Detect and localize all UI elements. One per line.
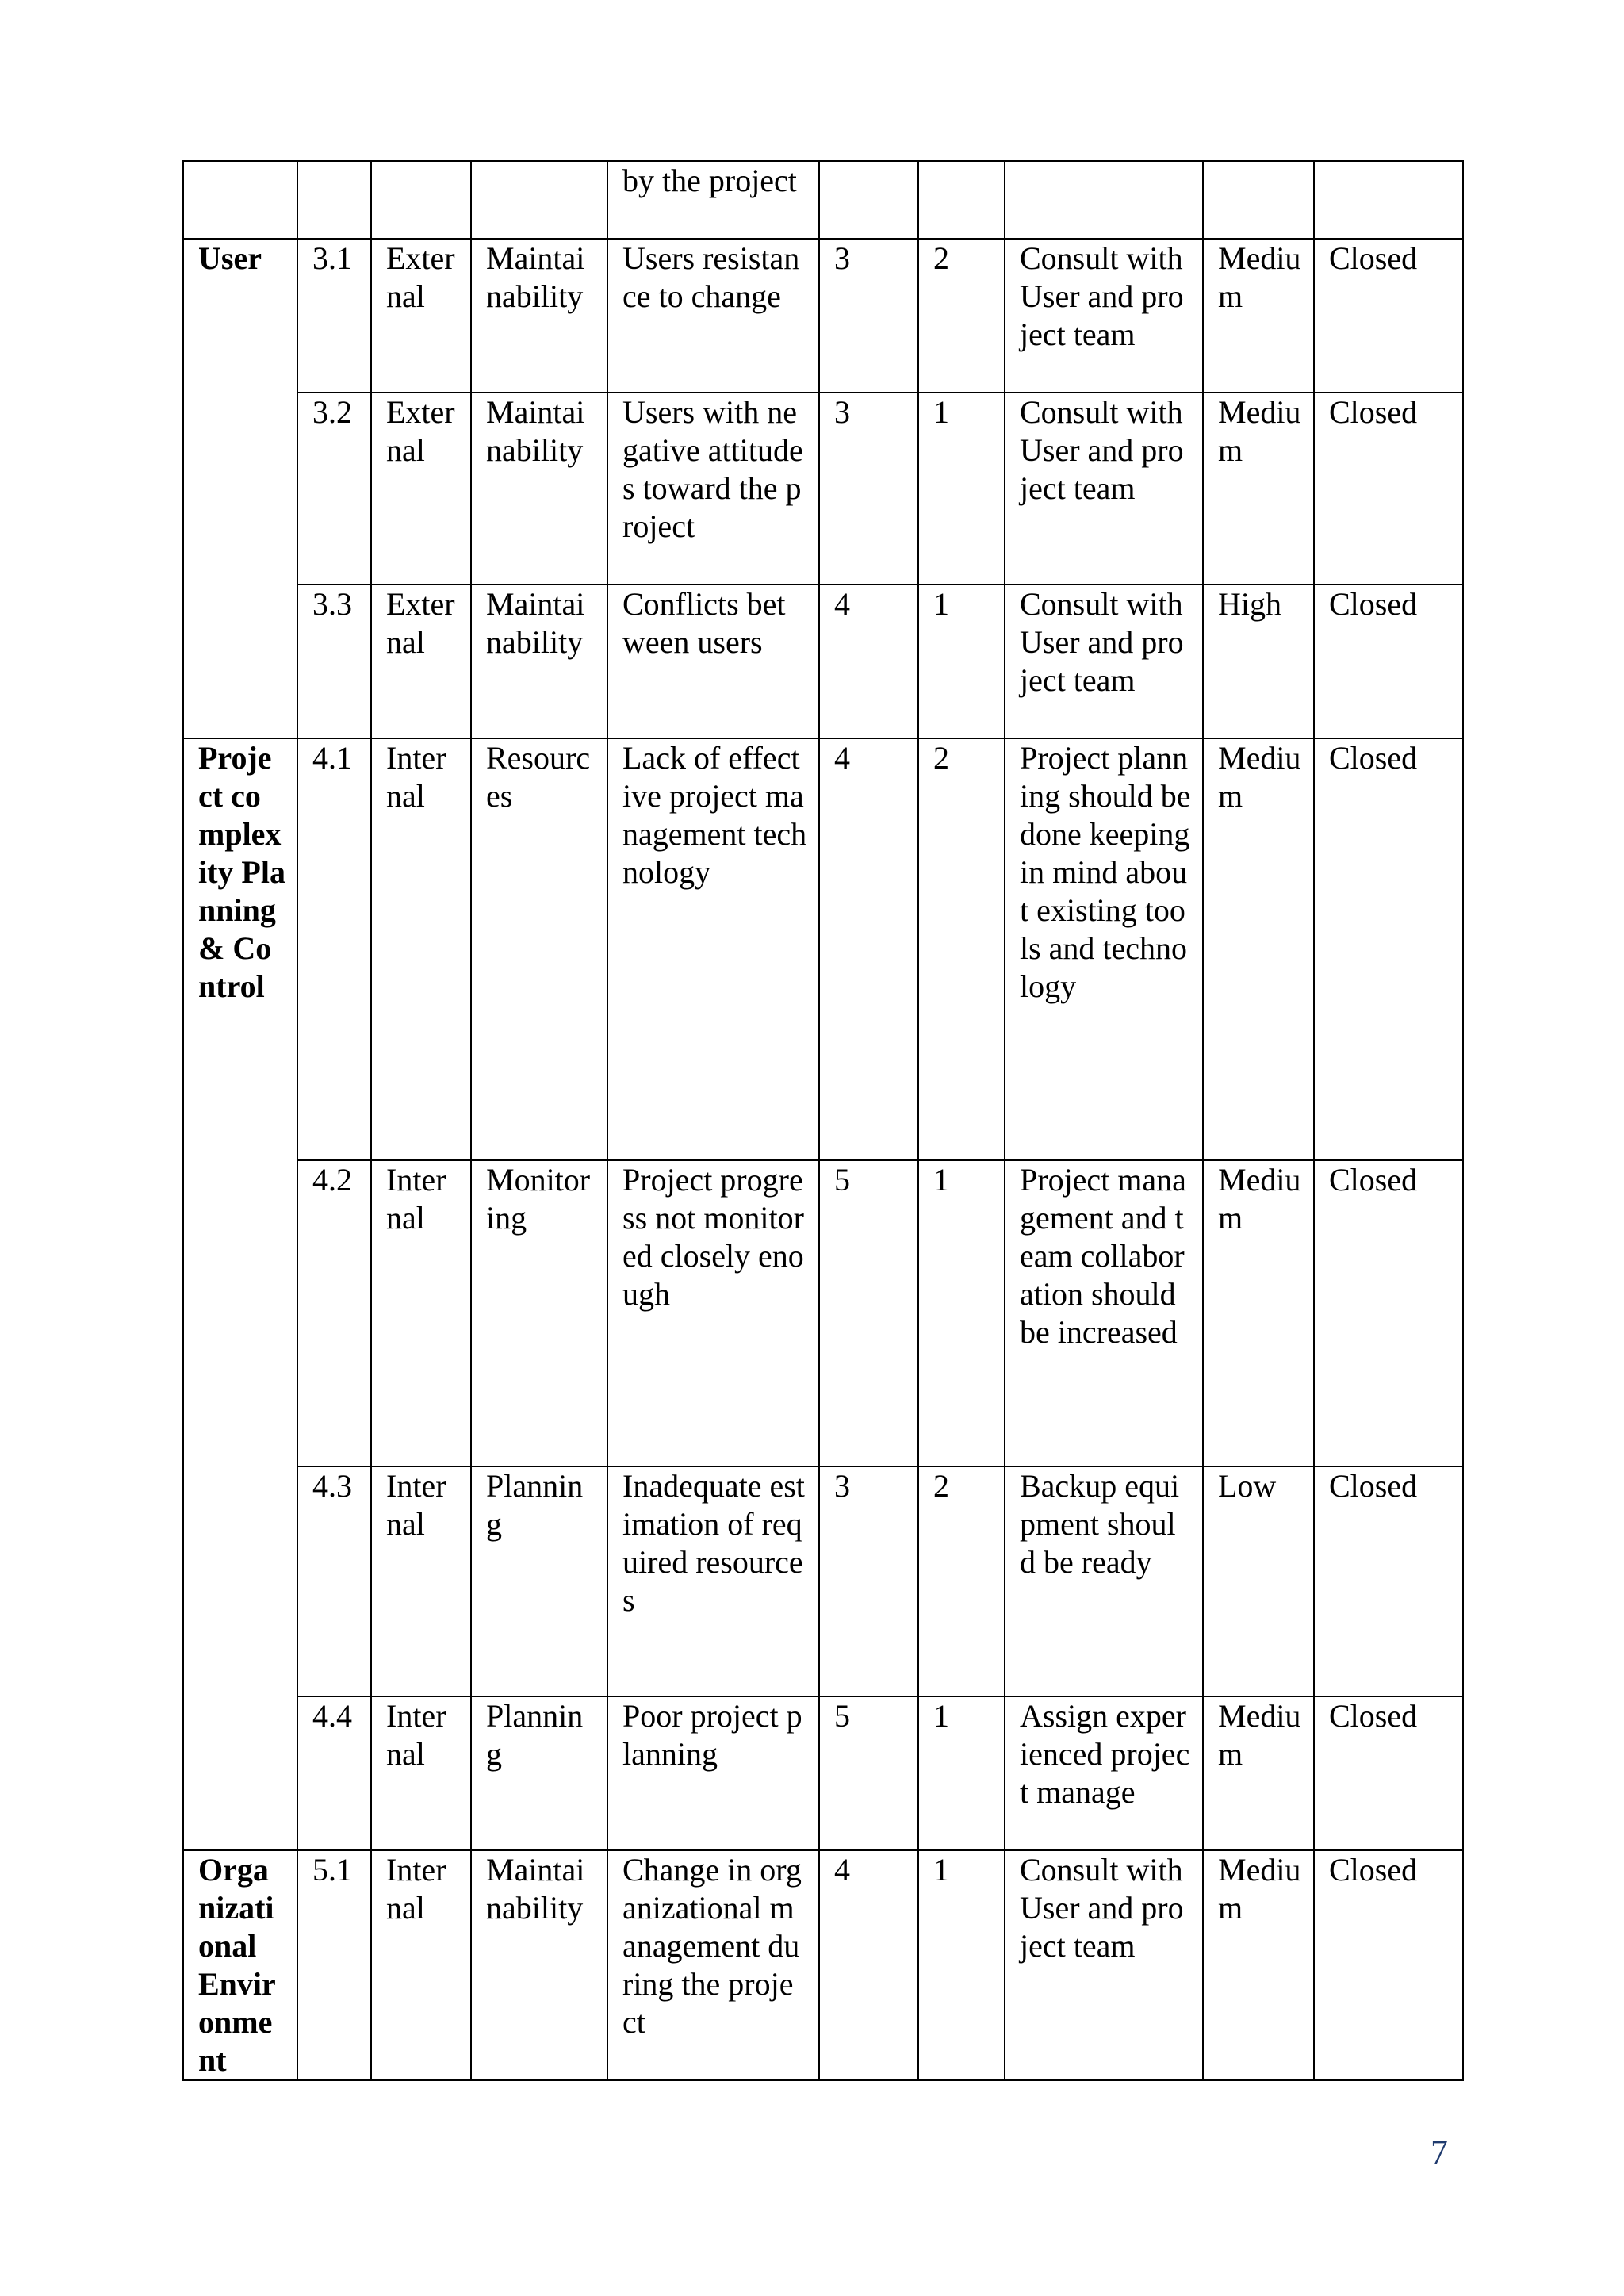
status-cell: Closed	[1314, 1696, 1463, 1850]
status-cell	[1314, 161, 1463, 239]
risk-id-cell: 3.2	[297, 393, 371, 585]
risk-level-cell: Medium	[1203, 393, 1314, 585]
risk-area-cell	[471, 161, 607, 239]
risk-description-cell: Conflicts between users	[607, 585, 819, 738]
table-row	[183, 738, 1463, 1160]
impact-cell: 1	[918, 585, 1005, 738]
risk-area-cell: Planning	[471, 1466, 607, 1696]
status-cell: Closed	[1314, 1466, 1463, 1696]
risk-id-cell: 4.1	[297, 738, 371, 1160]
risk-area-cell: Maintainability	[471, 393, 607, 585]
risk-description-cell: Lack of effective project management technology	[607, 738, 819, 1160]
risk-id-cell: 5.1	[297, 1850, 371, 2080]
risk-level-cell: Medium	[1203, 1160, 1314, 1466]
risk-level-cell	[1203, 161, 1314, 239]
category-cell: Organizational Environment	[183, 1850, 297, 2080]
probability-cell: 3	[819, 393, 918, 585]
table-row	[183, 1466, 1463, 1696]
category-cell: Project complexity Planning & Control	[183, 738, 297, 1850]
risk-id-cell: 4.2	[297, 1160, 371, 1466]
category-cell	[183, 161, 297, 239]
impact-cell: 2	[918, 1466, 1005, 1696]
risk-level-cell: Medium	[1203, 1696, 1314, 1850]
probability-cell: 5	[819, 1160, 918, 1466]
status-cell: Closed	[1314, 1160, 1463, 1466]
risk-description-cell: Users with negative attitudes toward the project	[607, 393, 819, 585]
mitigation-cell: Backup equipment should be ready	[1005, 1466, 1203, 1696]
risk-id-cell: 4.4	[297, 1696, 371, 1850]
risk-level-cell: Medium	[1203, 1850, 1314, 2080]
risk-description-cell: Change in organizational management during the project	[607, 1850, 819, 2080]
risk-area-cell: Resources	[471, 738, 607, 1160]
page-number: 7	[1431, 2133, 1448, 2171]
impact-cell: 1	[918, 1160, 1005, 1466]
table-row	[183, 161, 1463, 239]
probability-cell	[819, 161, 918, 239]
mitigation-cell: Consult with User and project team	[1005, 585, 1203, 738]
status-cell: Closed	[1314, 393, 1463, 585]
risk-type-cell: Internal	[371, 1466, 471, 1696]
risk-area-cell: Maintainability	[471, 1850, 607, 2080]
risk-id-cell	[297, 161, 371, 239]
risk-register-table	[182, 160, 1464, 2081]
risk-level-cell: Low	[1203, 1466, 1314, 1696]
probability-cell: 4	[819, 585, 918, 738]
risk-description-cell: by the project	[607, 161, 819, 239]
risk-type-cell: Internal	[371, 1696, 471, 1850]
risk-level-cell: High	[1203, 585, 1314, 738]
risk-type-cell: Internal	[371, 1160, 471, 1466]
risk-type-cell: External	[371, 239, 471, 393]
impact-cell: 1	[918, 1850, 1005, 2080]
table-row	[183, 393, 1463, 585]
status-cell: Closed	[1314, 239, 1463, 393]
risk-description-cell: Inadequate estimation of required resources	[607, 1466, 819, 1696]
impact-cell: 1	[918, 1696, 1005, 1850]
probability-cell: 3	[819, 1466, 918, 1696]
status-cell: Closed	[1314, 738, 1463, 1160]
mitigation-cell: Consult with User and project team	[1005, 1850, 1203, 2080]
risk-description-cell: Poor project planning	[607, 1696, 819, 1850]
risk-type-cell: External	[371, 393, 471, 585]
table-row	[183, 1850, 1463, 2080]
risk-area-cell: Monitoring	[471, 1160, 607, 1466]
impact-cell: 2	[918, 738, 1005, 1160]
risk-area-cell: Maintainability	[471, 585, 607, 738]
probability-cell: 4	[819, 738, 918, 1160]
risk-area-cell: Maintainability	[471, 239, 607, 393]
risk-id-cell: 3.1	[297, 239, 371, 393]
status-cell: Closed	[1314, 1850, 1463, 2080]
risk-type-cell: External	[371, 585, 471, 738]
risk-id-cell: 3.3	[297, 585, 371, 738]
category-cell: User	[183, 239, 297, 738]
mitigation-cell: Project planning should be done keeping in mind about existing tools and technology	[1005, 738, 1203, 1160]
table-row	[183, 239, 1463, 393]
table-row	[183, 1696, 1463, 1850]
probability-cell: 4	[819, 1850, 918, 2080]
risk-description-cell: Users resistance to change	[607, 239, 819, 393]
status-cell: Closed	[1314, 585, 1463, 738]
mitigation-cell: Consult with User and project team	[1005, 239, 1203, 393]
mitigation-cell: Assign experienced project manage	[1005, 1696, 1203, 1850]
table-row	[183, 585, 1463, 738]
risk-level-cell: Medium	[1203, 738, 1314, 1160]
impact-cell	[918, 161, 1005, 239]
risk-description-cell: Project progress not monitored closely enough	[607, 1160, 819, 1466]
mitigation-cell: Project management and team collaboration should be increased	[1005, 1160, 1203, 1466]
risk-type-cell: Internal	[371, 1850, 471, 2080]
impact-cell: 1	[918, 393, 1005, 585]
risk-type-cell	[371, 161, 471, 239]
mitigation-cell	[1005, 161, 1203, 239]
probability-cell: 5	[819, 1696, 918, 1850]
impact-cell: 2	[918, 239, 1005, 393]
table-row	[183, 1160, 1463, 1466]
risk-type-cell: Internal	[371, 738, 471, 1160]
probability-cell: 3	[819, 239, 918, 393]
mitigation-cell: Consult with User and project team	[1005, 393, 1203, 585]
risk-area-cell: Planning	[471, 1696, 607, 1850]
risk-id-cell: 4.3	[297, 1466, 371, 1696]
risk-level-cell: Medium	[1203, 239, 1314, 393]
